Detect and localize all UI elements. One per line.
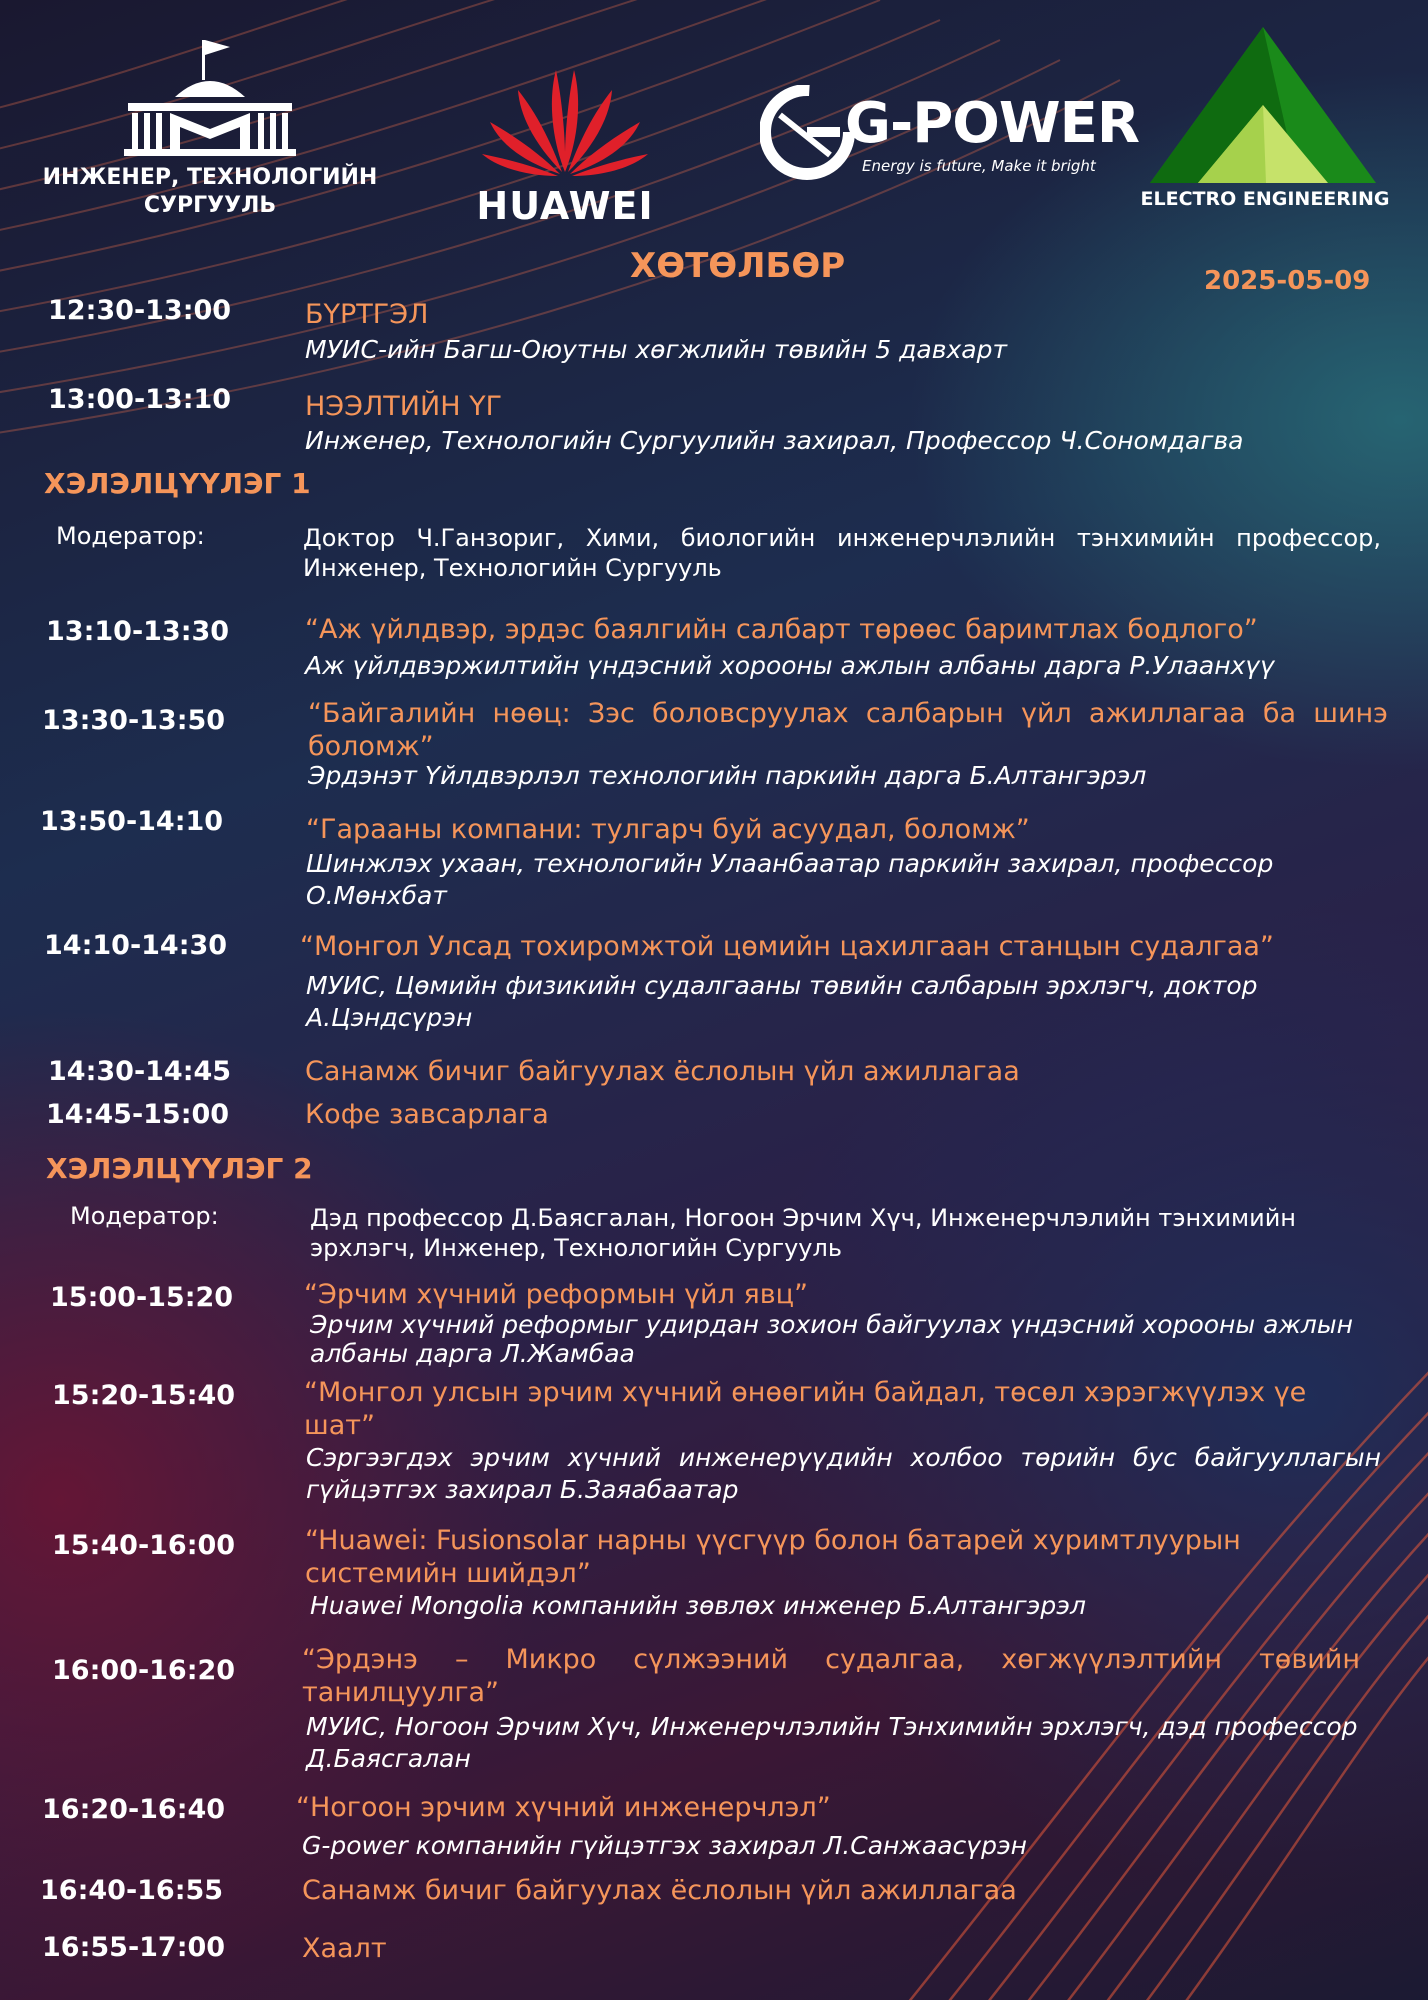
- session-title: ХЭЛЭЛЦҮҮЛЭГ 1: [44, 467, 311, 500]
- item-time: 16:20-16:40: [42, 1794, 226, 1825]
- school-logo: [40, 35, 380, 220]
- item-title: “Байгалийн нөөц: Зэс боловсруулах салбарын үйл ажиллагаа ба шинэ боломж”: [308, 698, 1388, 762]
- school-name: ИНЖЕНЕР, ТЕХНОЛОГИЙН СУРГУУЛЬ: [42, 165, 378, 218]
- item-title: “Монгол улсын эрчим хүчний өнөөгийн байдал, төсөл хэрэгжүүлэх үе шат”: [304, 1377, 1307, 1441]
- program-date: 2025-05-09: [1204, 266, 1371, 296]
- item-subtitle: МУИС-ийн Багш-Оюутны хөгжлийн төвийн 5 давхарт: [305, 335, 1008, 364]
- item-title: Санамж бичиг байгуулах ёслолын үйл ажиллагаа: [302, 1875, 1017, 1906]
- item-title: Санамж бичиг байгуулах ёслолын үйл ажиллагаа: [305, 1056, 1020, 1087]
- electro-engineering-logo: [1120, 25, 1410, 215]
- item-title: “Эрчим хүчний реформын үйл явц”: [304, 1279, 808, 1310]
- item-title: “Аж үйлдвэр, эрдэс баялгийн салбарт төрөөс баримтлах бодлого”: [305, 614, 1258, 645]
- item-subtitle: Эрдэнэт Үйлдвэрлэл технологийн паркийн дарга Б.Алтангэрэл: [308, 761, 1147, 790]
- item-time: 13:00-13:10: [48, 384, 232, 415]
- item-title: “Гарааны компани: тулгарч буй асуудал, боломж”: [306, 814, 1030, 845]
- item-time: 12:30-13:00: [48, 295, 232, 326]
- huawei-flower-icon: [470, 60, 660, 178]
- item-title: Хаалт: [302, 1933, 387, 1964]
- item-time: 13:50-14:10: [40, 806, 224, 837]
- school-building-icon: [40, 35, 380, 160]
- moderator-name: Дэд профессор Д.Баясгалан, Ногоон Эрчим Хүч, Инженерчлэлийн тэнхимийн эрхлэгч, Инженер, Технологийн Сургууль: [310, 1204, 1296, 1262]
- huawei-wordmark: HUAWEI: [476, 184, 654, 228]
- item-subtitle: Шинжлэх ухаан, технологийн Улаанбаатар паркийн захирал, профессор О.Мөнхбат: [306, 849, 1274, 910]
- item-time: 16:40-16:55: [40, 1875, 224, 1906]
- item-subtitle: Сэргээгдэх эрчим хүчний инженерүүдийн холбоо төрийн бус байгууллагын гүйцэтгэх захирал Б.Заяабаатар: [306, 1443, 1381, 1504]
- item-time: 16:55-17:00: [42, 1932, 226, 1963]
- item-title: “Huawei: Fusionsolar нарны үүсгүүр болон батарей хуримтлуурын системийн шийдэл”: [305, 1525, 1241, 1589]
- session-title: ХЭЛЭЛЦҮҮЛЭГ 2: [46, 1152, 313, 1185]
- triangle-logo-icon: [1148, 25, 1378, 185]
- item-title: БҮРТГЭЛ: [305, 299, 429, 330]
- item-time: 14:30-14:45: [48, 1056, 232, 1087]
- item-subtitle: Инженер, Технологийн Сургуулийн захирал, Профессор Ч.Сономдагва: [305, 426, 1244, 455]
- item-time: 13:10-13:30: [46, 616, 230, 647]
- item-title: “Монгол Улсад тохиромжтой цөмийн цахилгаан станцын судалгаа”: [300, 931, 1274, 962]
- program-title: ХӨТӨЛБӨР: [630, 246, 846, 286]
- item-title: “Эрдэнэ – Микро сүлжээний судалгаа, хөгжүүлэлтийн төвийн танилцуулга”: [302, 1644, 1360, 1708]
- gpower-tagline: Energy is future, Make it bright: [862, 157, 1096, 175]
- item-subtitle: G-power компанийн гүйцэтгэх захирал Л.Санжаасүрэн: [302, 1831, 1028, 1860]
- gpower-wordmark: G-POWER: [845, 91, 1139, 156]
- item-time: 13:30-13:50: [42, 705, 226, 736]
- item-time: 16:00-16:20: [52, 1655, 236, 1686]
- item-time: 14:10-14:30: [44, 930, 228, 961]
- item-subtitle: Эрчим хүчний реформыг удирдан зохион байгуулах үндэсний хорооны ажлын албаны дарга Л.Жамбаа: [310, 1310, 1353, 1368]
- item-time: 15:00-15:20: [50, 1282, 234, 1313]
- item-time: 14:45-15:00: [46, 1099, 230, 1130]
- item-time: 15:20-15:40: [52, 1380, 236, 1411]
- item-title: Кофе завсарлага: [305, 1099, 549, 1130]
- moderator-label: Модератор:: [56, 522, 205, 550]
- item-subtitle: Huawei Mongolia компанийн зөвлөх инженер Б.Алтангэрэл: [310, 1591, 1086, 1620]
- item-subtitle: МУИС, Цөмийн физикийн судалгааны төвийн салбарын эрхлэгч, доктор А.Цэндсүрэн: [306, 971, 1258, 1032]
- item-title: НЭЭЛТИЙН ҮГ: [305, 391, 503, 422]
- item-title: “Ногоон эрчим хүчний инженерчлэл”: [296, 1792, 831, 1823]
- item-subtitle: МУИС, Ногоон Эрчим Хүч, Инженерчлэлийн Тэнхимийн эрхлэгч, дэд профессор Д.Баясгалан: [306, 1712, 1358, 1773]
- item-subtitle: Аж үйлдвэржилтийн үндэсний хорооны ажлын албаны дарга Р.Улаанхүү: [305, 651, 1275, 680]
- huawei-logo: [470, 60, 660, 228]
- moderator-label: Модератор:: [70, 1202, 219, 1230]
- electro-engineering-name: ELECTRO ENGINEERING: [1140, 188, 1390, 210]
- gpower-logo: [760, 85, 1139, 185]
- moderator-name: Доктор Ч.Ганзориг, Хими, биологийн инженерчлэлийн тэнхимийн профессор, Инженер, Технологийн Сургууль: [303, 524, 1381, 582]
- item-time: 15:40-16:00: [52, 1530, 236, 1561]
